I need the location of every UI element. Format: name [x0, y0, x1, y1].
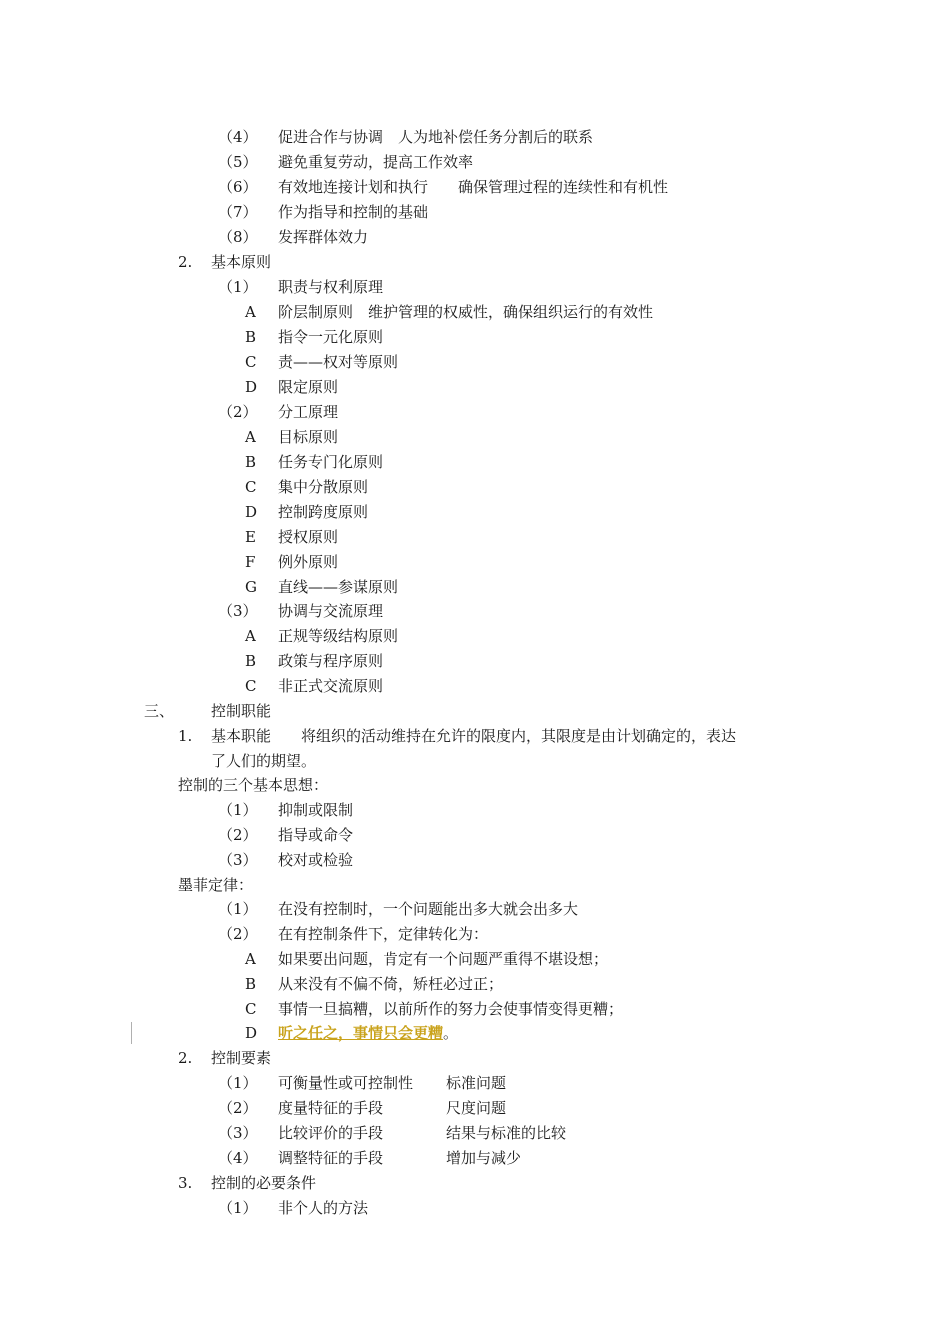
item-text: 指导或命令 [278, 826, 354, 844]
item-label: （1） [218, 1074, 258, 1092]
item-text: 了人们的期望。 [211, 752, 317, 770]
item-text: 阶层制原则 维护管理的权威性，确保组织运行的有效性 [278, 303, 654, 321]
item-text: 控制的必要条件 [211, 1174, 317, 1192]
item-label: （2） [218, 826, 258, 844]
item-text: 责——权对等原则 [278, 353, 399, 371]
item-text: 避免重复劳动，提高工作效率 [278, 153, 474, 171]
item-label: B [245, 652, 257, 670]
item-text: 控制的三个基本思想： [178, 776, 329, 794]
item-label: （5） [218, 153, 258, 171]
item-label: （8） [218, 228, 258, 246]
item-label: A [245, 303, 256, 321]
item-text: 职责与权利原理 [278, 278, 384, 296]
item-label: （4） [218, 1149, 258, 1167]
item-label: （2） [218, 925, 258, 943]
item-label: （7） [218, 203, 258, 221]
item-text: 直线——参谋原则 [278, 578, 399, 596]
item-extra: 标准问题 [446, 1074, 507, 1092]
item-text: 正规等级结构原则 [278, 627, 399, 645]
item-text-wrapper [278, 1022, 458, 1044]
item-text: 授权原则 [278, 528, 339, 546]
item-label: C [245, 1000, 257, 1018]
item-label: 2. [178, 253, 193, 271]
item-label: （1） [218, 1199, 258, 1217]
item-text: 促进合作与协调 人为地补偿任务分割后的联系 [278, 128, 594, 146]
item-label: B [245, 328, 257, 346]
item-extra: 尺度问题 [446, 1099, 507, 1117]
item-text: 可衡量性或可控制性 [278, 1074, 414, 1092]
item-text: 有效地连接计划和执行 确保管理过程的连续性和有机性 [278, 178, 669, 196]
item-text: 调整特征的手段 [278, 1149, 384, 1167]
item-text: 非个人的方法 [278, 1199, 369, 1217]
item-text: 发挥群体效力 [278, 228, 369, 246]
change-bar [131, 1022, 132, 1044]
item-label: G [245, 578, 257, 596]
item-text: 协调与交流原理 [278, 602, 384, 620]
item-text: 例外原则 [278, 553, 339, 571]
item-label: A [245, 950, 256, 968]
item-text: 度量特征的手段 [278, 1099, 384, 1117]
item-text: 墨菲定律： [178, 876, 254, 894]
item-label: F [245, 553, 256, 571]
item-label: D [245, 378, 258, 396]
item-label: B [245, 453, 257, 471]
item-text: 基本原则 [211, 253, 272, 271]
item-label: A [245, 627, 256, 645]
item-text: 限定原则 [278, 378, 339, 396]
item-extra: 结果与标准的比较 [446, 1124, 567, 1142]
item-text: 在有控制条件下，定律转化为： [278, 925, 489, 943]
item-text: 事情一旦搞糟，以前所作的努力会使事情变得更糟； [278, 1000, 624, 1018]
item-label: （1） [218, 900, 258, 918]
item-label: C [245, 353, 257, 371]
item-text: 抑制或限制 [278, 801, 354, 819]
item-text: 控制跨度原则 [278, 503, 369, 521]
item-text: 基本职能 将组织的活动维持在允许的限度内，其限度是由计划确定的，表达 [211, 727, 737, 745]
item-text: 在没有控制时，一个问题能出多大就会出多大 [278, 900, 579, 918]
item-label: 三、 [144, 702, 175, 720]
item-label: E [245, 528, 256, 546]
item-text: 。 [443, 1024, 459, 1042]
item-label: D [245, 1024, 258, 1042]
item-text: 任务专门化原则 [278, 453, 384, 471]
item-text: 从来没有不偏不倚，矫枉必过正； [278, 975, 504, 993]
hyperlink[interactable]: 听之任之，事情只会更糟 [278, 1024, 444, 1042]
item-text: 比较评价的手段 [278, 1124, 384, 1142]
item-label: （6） [218, 178, 258, 196]
item-text: 如果要出问题，肯定有一个问题严重得不堪设想； [278, 950, 609, 968]
item-label: （1） [218, 278, 258, 296]
item-label: （3） [218, 602, 258, 620]
item-label: （2） [218, 1099, 258, 1117]
item-text: 校对或检验 [278, 851, 354, 869]
item-text: 集中分散原则 [278, 478, 369, 496]
item-text: 指令一元化原则 [278, 328, 384, 346]
item-text: 控制职能 [211, 702, 272, 720]
item-label: （4） [218, 128, 258, 146]
item-text: 目标原则 [278, 428, 339, 446]
item-text: 控制要素 [211, 1049, 272, 1067]
item-text: 非正式交流原则 [278, 677, 384, 695]
item-label: （3） [218, 851, 258, 869]
item-label: C [245, 478, 257, 496]
item-label: C [245, 677, 257, 695]
item-label: 3. [178, 1174, 193, 1192]
item-label: A [245, 428, 256, 446]
item-text: 政策与程序原则 [278, 652, 384, 670]
item-label: （1） [218, 801, 258, 819]
item-label: 2. [178, 1049, 193, 1067]
item-text: 分工原理 [278, 403, 339, 421]
item-label: （3） [218, 1124, 258, 1142]
item-extra: 增加与减少 [446, 1149, 522, 1167]
item-label: D [245, 503, 258, 521]
item-label: B [245, 975, 257, 993]
item-text: 作为指导和控制的基础 [278, 203, 429, 221]
item-label: 1. [178, 727, 193, 745]
item-label: （2） [218, 403, 258, 421]
